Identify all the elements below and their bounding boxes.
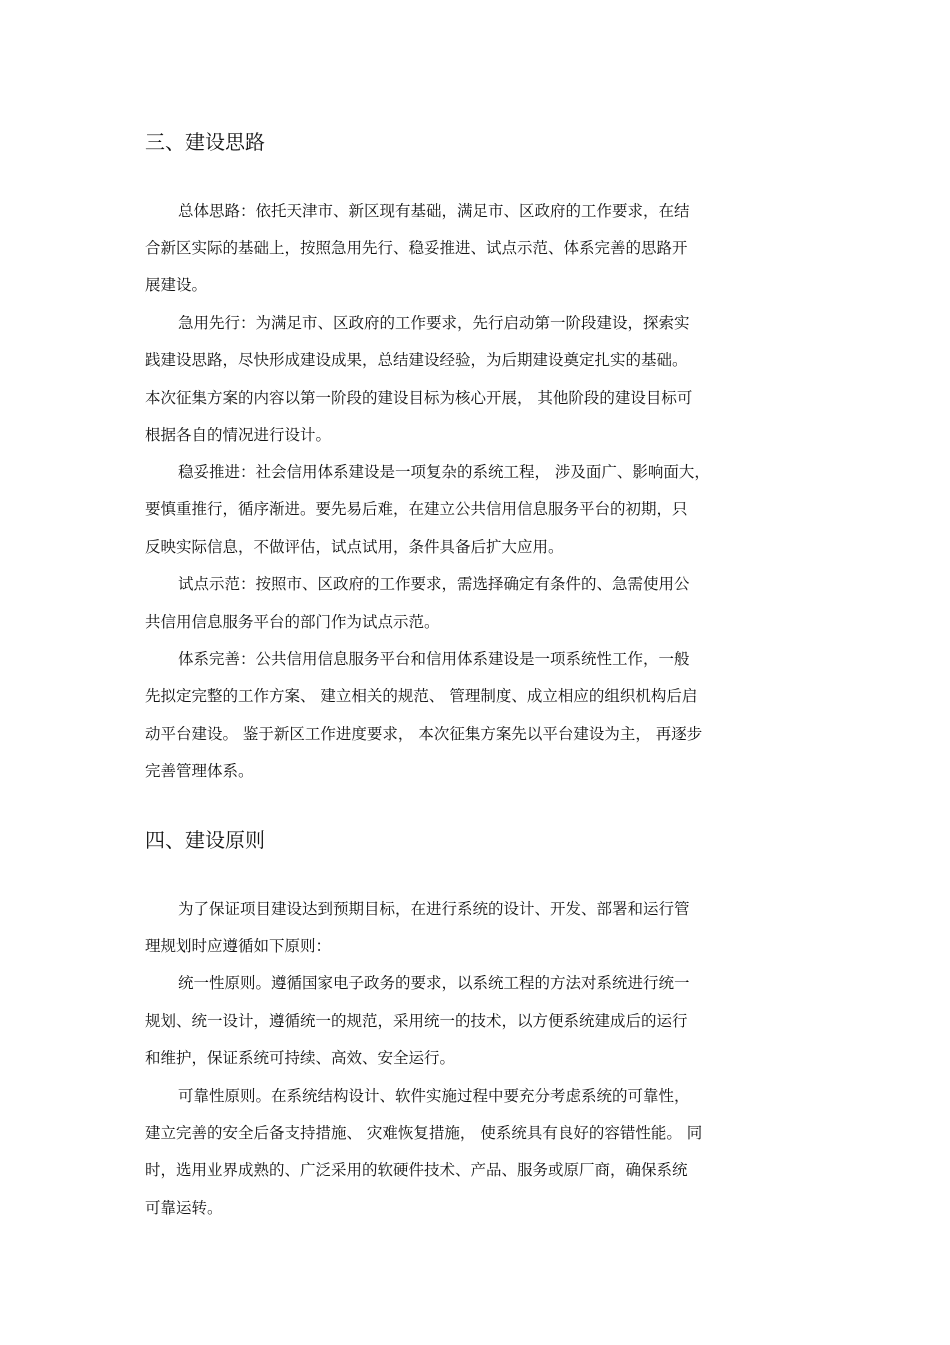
section-3-line-11: 试点示范：按照市、区政府的工作要求，需选择确定有条件的、急需使用公 [178,575,690,593]
section-3-heading: 三、建设思路 [145,130,265,154]
section-4-heading: 四、建设原则 [145,828,265,852]
section-3-line-9: 要慎重推行，循序渐进。要先易后难，在建立公共信用信息服务平台的初期，只 [145,500,688,518]
section-3-line-6: 本次征集方案的内容以第一阶段的建设目标为核心开展， 其他阶段的建设目标可 [145,389,693,407]
section-3-line-3: 展建设。 [145,276,208,294]
section-3-line-10: 反映实际信息，不做评估，试点试用，条件具备后扩大应用。 [145,538,564,556]
section-3-line-4: 急用先行：为满足市、区政府的工作要求，先行启动第一阶段建设，探索实 [178,314,690,332]
section-3-line-15: 动平台建设。 鉴于新区工作进度要求， 本次征集方案先以平台建设为主， 再逐步 [145,725,703,743]
section-3-line-7: 根据各自的情况进行设计。 [145,426,332,444]
section-4-line-5: 和维护，保证系统可持续、高效、安全运行。 [145,1049,456,1067]
section-3-line-2: 合新区实际的基础上，按照急用先行、稳妥推进、试点示范、体系完善的思路开 [145,239,688,257]
section-4-line-8: 时，选用业界成熟的、广泛采用的软硬件技术、产品、服务或原厂商，确保系统 [145,1161,688,1179]
section-3-line-13: 体系完善：公共信用信息服务平台和信用体系建设是一项系统性工作，一般 [178,650,690,668]
section-3-line-12: 共信用信息服务平台的部门作为试点示范。 [145,613,440,631]
section-4-line-9: 可靠运转。 [145,1199,223,1217]
section-3-line-8: 稳妥推进：社会信用体系建设是一项复杂的系统工程， 涉及面广、影响面大， [178,463,710,481]
section-3-line-1: 总体思路：依托天津市、新区现有基础，满足市、区政府的工作要求，在结 [178,202,690,220]
section-4-line-1: 为了保证项目建设达到预期目标，在进行系统的设计、开发、部署和运行管 [178,900,690,918]
section-4-line-2: 理规划时应遵循如下原则： [145,937,332,955]
section-4-line-7: 建立完善的安全后备支持措施、 灾难恢复措施， 使系统具有良好的容错性能。 同 [145,1124,703,1142]
section-3-line-5: 践建设思路，尽快形成建设成果，总结建设经验，为后期建设奠定扎实的基础。 [145,351,688,369]
section-4-line-6: 可靠性原则。在系统结构设计、软件实施过程中要充分考虑系统的可靠性， [178,1087,690,1105]
section-3-line-14: 先拟定完整的工作方案、 建立相关的规范、 管理制度、成立相应的组织机构后启 [145,687,698,705]
section-3-line-16: 完善管理体系。 [145,762,254,780]
section-4-line-4: 规划、统一设计，遵循统一的规范，采用统一的技术，以方便系统建成后的运行 [145,1012,688,1030]
section-4-line-3: 统一性原则。遵循国家电子政务的要求，以系统工程的方法对系统进行统一 [178,974,690,992]
